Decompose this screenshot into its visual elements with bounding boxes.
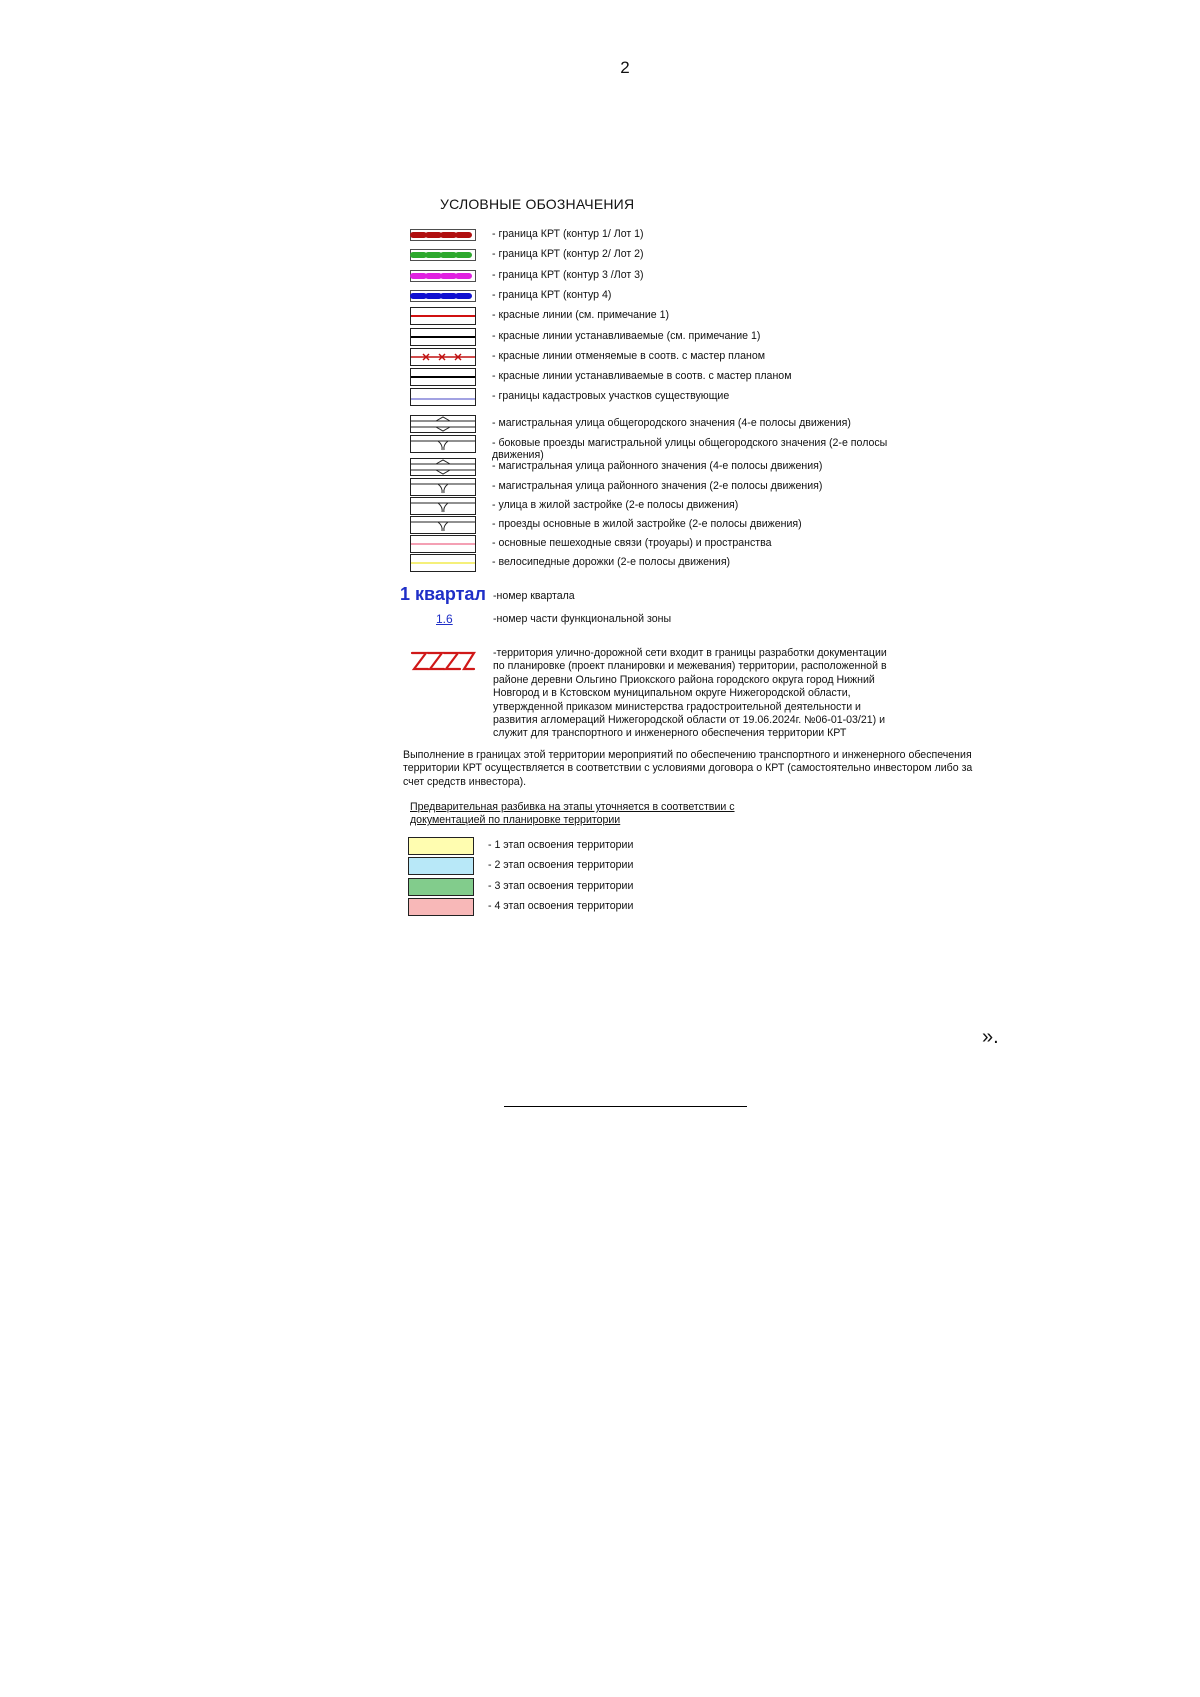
road-network-hatch-icon (410, 650, 478, 677)
legend-item-label: - красные линии отменяемые в соотв. с мастер планом (492, 350, 766, 362)
legend-item-label: - улица в жилой застройке (2-е полосы движения) (492, 499, 739, 511)
quarter-description: -номер квартала (493, 590, 575, 602)
dashed-blue-icon (410, 287, 476, 305)
zone-label: 1.6 (436, 612, 453, 626)
legend-item-label: - проезды основные в жилой застройке (2-е полосы движения) (492, 518, 802, 530)
stage-color-swatch (408, 878, 474, 896)
dashed-green-icon (410, 246, 476, 264)
road-4-lanes-icon (410, 458, 476, 476)
road-2-lanes-icon (410, 435, 476, 453)
legend-item-label: - боковые проезды магистральной улицы общегородского значения (2-е полосы движения) (492, 437, 888, 461)
crossed-red-line-icon (410, 348, 476, 366)
solid-red-line-icon (410, 307, 476, 325)
legend-item-label: - граница КРТ (контур 2/ Лот 2) (492, 248, 644, 260)
divider-line (504, 1106, 747, 1107)
stage-label: - 3 этап освоения территории (488, 880, 634, 892)
dashed-dark-red-icon (410, 226, 476, 244)
legend-item-label: - красные линии (см. примечание 1) (492, 309, 670, 321)
legend-item-label: - велосипедные дорожки (2-е полосы движения) (492, 556, 731, 568)
solid-black-line-icon (410, 368, 476, 386)
road-2-lanes-icon (410, 478, 476, 496)
road-network-description: -территория улично-дорожной сети входит в границы разработки документации по планировке (проект планировки и межевания) территории, расположенной в районе деревни Ольгино Приокского района городского округа город Нижний Новгород и в Кстовском муниципальном округе Нижегородской области, утвержденной приказом министерства градостроительной деятельности и развития агломераций Нижегородской области от 19.06.2024г. №06-01-03/21) и служит для транспортного и инженерного обеспечения территории КРТ (493, 647, 887, 740)
stage-label: - 1 этап освоения территории (488, 839, 634, 851)
legend-item-label: - красные линии устанавливаемые (см. примечание 1) (492, 330, 761, 342)
solid-black-line-icon (410, 328, 476, 346)
page-number: 2 (620, 58, 630, 77)
road-2-lanes-icon (410, 516, 476, 534)
stage-label: - 2 этап освоения территории (488, 859, 634, 871)
yellow-line-icon (410, 554, 476, 572)
stage-label: - 4 этап освоения территории (488, 900, 634, 912)
stage-color-swatch (408, 857, 474, 875)
quarter-label: 1 квартал (400, 584, 486, 604)
dashed-magenta-icon (410, 267, 476, 285)
legend-title: УСЛОВНЫЕ ОБОЗНАЧЕНИЯ (440, 196, 635, 212)
road-2-lanes-icon (410, 497, 476, 515)
execution-note: Выполнение в границах этой территории мероприятий по обеспечению транспортного и инженерного обеспечения территории КРТ осуществляется в соответствии с условиями договора о КРТ (самостоятельно инвестором либо за счет средств инвестора). (403, 749, 973, 788)
legend-item-label: - магистральная улица районного значения (4-е полосы движения) (492, 460, 823, 472)
legend-item-label: - граница КРТ (контур 1/ Лот 1) (492, 228, 644, 240)
zone-description: -номер части функциональной зоны (493, 613, 672, 625)
legend-item-label: - основные пешеходные связи (троуары) и пространства (492, 537, 772, 549)
stage-color-swatch (408, 837, 474, 855)
pink-line-icon (410, 535, 476, 553)
stage-color-swatch (408, 898, 474, 916)
thin-blue-line-icon (410, 388, 476, 406)
road-4-lanes-icon (410, 415, 476, 433)
stages-title: Предварительная разбивка на этапы уточняется в соответствии с документацией по планировке территории (410, 801, 735, 827)
closing-quote-mark: ». (982, 1026, 999, 1048)
legend-item-label: - красные линии устанавливаемые в соотв. с мастер планом (492, 370, 792, 382)
legend-item-label: - граница КРТ (контур 3 /Лот 3) (492, 269, 644, 281)
legend-item-label: - магистральная улица общегородского значения (4-е полосы движения) (492, 417, 851, 429)
legend-item-label: - магистральная улица районного значения (2-е полосы движения) (492, 480, 823, 492)
legend-item-label: - граница КРТ (контур 4) (492, 289, 612, 301)
legend-item-label: - границы кадастровых участков существующие (492, 390, 730, 402)
